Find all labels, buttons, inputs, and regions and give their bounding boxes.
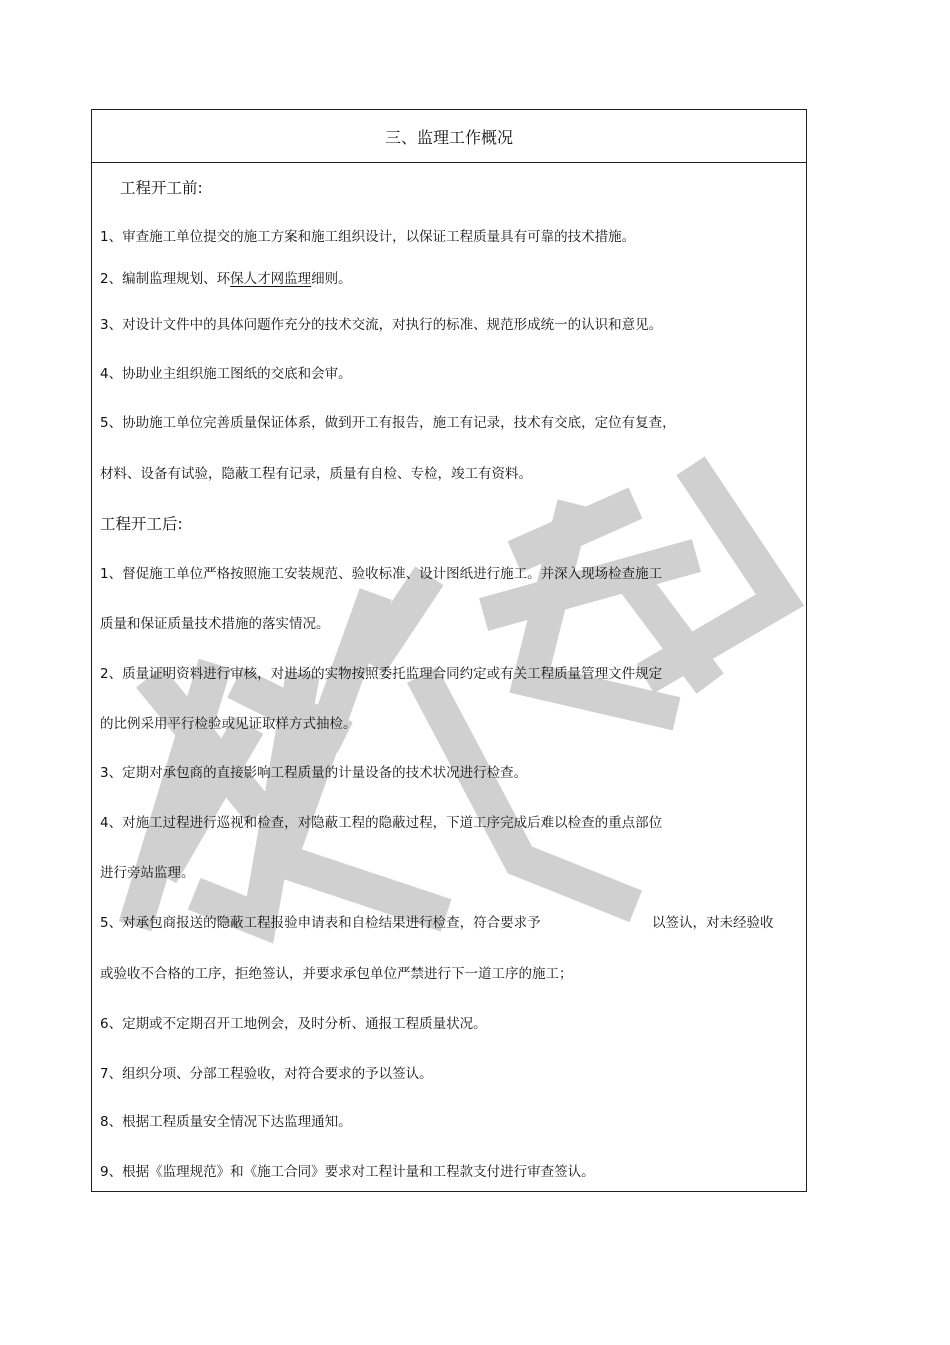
before-item-4: 4、协助业主组织施工图纸的交底和会审。 bbox=[100, 366, 352, 382]
after-line-6: 4、对施工过程进行巡视和检查，对隐蔽工程的隐蔽过程，下道工序完成后难以检查的重点部位 bbox=[100, 815, 663, 831]
after-heading: 工程开工后: bbox=[100, 515, 183, 533]
after-line-11: 8、根据工程质量安全情况下达监理通知。 bbox=[100, 1114, 352, 1130]
before-item-2-underlined: 保人才网监理 bbox=[230, 271, 312, 287]
before-item-5-cont: 材料、设备有试验，隐蔽工程有记录，质量有自检、专检，竣工有资料。 bbox=[100, 466, 532, 482]
before-item-2 bbox=[100, 270, 352, 288]
after-line-9: 6、定期或不定期召开工地例会，及时分析、通报工程质量状况。 bbox=[100, 1016, 487, 1032]
after-line-4: 的比例采用平行检验或见证取样方式抽检。 bbox=[100, 716, 357, 732]
before-item-1: 1、审查施工单位提交的施工方案和施工组织设计，以保证工程质量具有可靠的技术措施。 bbox=[100, 229, 636, 245]
before-item-3: 3、对设计文件中的具体问题作充分的技术交流，对执行的标准、规范形成统一的认识和意见。 bbox=[100, 317, 663, 333]
after-line-12: 9、根据《监理规范》和《施工合同》要求对工程计量和工程款支付进行审查签认。 bbox=[100, 1164, 595, 1180]
after-line-7: 进行旁站监理。 bbox=[100, 865, 195, 881]
before-item-2-suffix: 细则。 bbox=[311, 271, 352, 287]
after-line-10: 7、组织分项、分部工程验收，对符合要求的予以签认。 bbox=[100, 1066, 433, 1082]
section-title: 三、监理工作概况 bbox=[92, 110, 806, 163]
before-item-2-prefix: 2、编制监理规划、环 bbox=[100, 271, 231, 287]
after-line-1: 1、督促施工单位严格按照施工安装规范、验收标准、设计图纸进行施工。并深入现场检查施工 bbox=[100, 566, 663, 582]
before-item-5: 5、协助施工单位完善质量保证体系，做到开工有报告，施工有记录，技术有交底，定位有复查， bbox=[100, 415, 676, 431]
after-line-2: 质量和保证质量技术措施的落实情况。 bbox=[100, 616, 330, 632]
after-line-5: 3、定期对承包商的直接影响工程质量的计量设备的技术状况进行检查。 bbox=[100, 765, 528, 781]
report-table bbox=[91, 109, 807, 1192]
after-line-8: 或验收不合格的工序，拒绝签认，并要求承包单位严禁进行下一道工序的施工； bbox=[100, 966, 573, 982]
before-heading: 工程开工前: bbox=[120, 179, 203, 197]
after-item-5-left: 5、对承包商报送的隐蔽工程报验申请表和自检结果进行检查，符合要求予 bbox=[100, 915, 541, 931]
after-item-5-right: 以签认，对未经验收 bbox=[652, 915, 774, 931]
after-line-3: 2、质量证明资料进行审核，对进场的实物按照委托监理合同约定或有关工程质量管理文件规定 bbox=[100, 666, 663, 682]
